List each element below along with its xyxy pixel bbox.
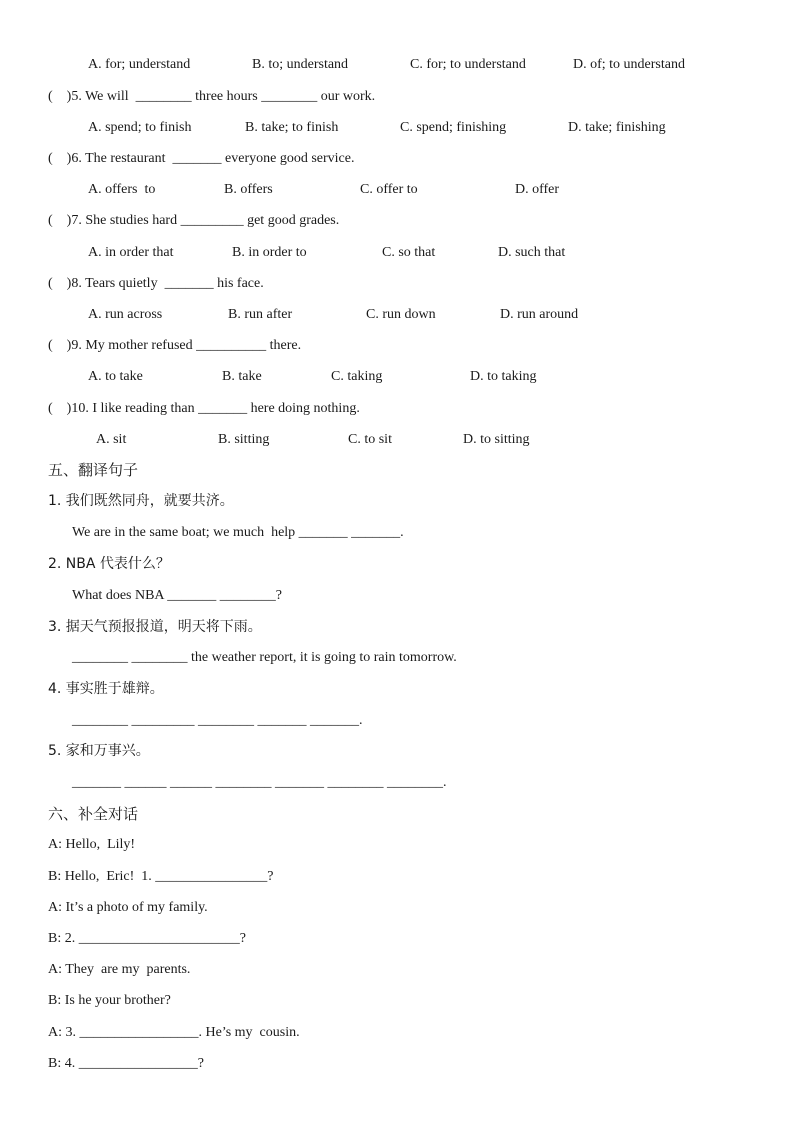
q5-option-a: A. spend; to finish	[88, 120, 192, 135]
translate-item-3-en: ________ ________ the weather report, it is going to rain tomorrow.	[72, 650, 457, 665]
q6-stem: ( )6. The restaurant _______ everyone good service.	[48, 151, 355, 166]
q7-option-c: C. so that	[382, 245, 436, 260]
q7-option-a: A. in order that	[88, 245, 174, 260]
q10-option-b: B. sitting	[218, 432, 270, 447]
translate-item-1-en: We are in the same boat; we much help _______ _______.	[72, 525, 404, 540]
q9-option-d: D. to taking	[470, 369, 537, 384]
q7-stem: ( )7. She studies hard _________ get good grades.	[48, 213, 340, 228]
q10-option-d: D. to sitting	[463, 432, 530, 447]
dialogue-line-5: A: They are my parents.	[48, 962, 191, 977]
q6-option-d: D. offer	[515, 182, 560, 197]
q4-option-d: D. of; to understand	[573, 57, 685, 72]
q5-option-b: B. take; to finish	[245, 120, 339, 135]
q4-option-b: B. to; understand	[252, 57, 349, 72]
q9-option-b: B. take	[222, 369, 262, 384]
translate-item-2-zh: 2. NBA 代表什么？	[48, 556, 170, 572]
q7-option-b: B. in order to	[232, 245, 307, 260]
section-dialogue-heading: 六、补全对话	[48, 805, 139, 823]
q4-option-c: C. for; to understand	[410, 57, 526, 72]
translate-item-3-zh: 3. 据天气预报报道，明天将下雨。	[48, 619, 262, 635]
dialogue-line-4: B: 2. _______________________?	[48, 931, 246, 946]
q6-option-b: B. offers	[224, 182, 273, 197]
q10-option-c: C. to sit	[348, 432, 392, 447]
q5-stem: ( )5. We will ________ three hours ________ our work.	[48, 89, 376, 104]
q9-option-a: A. to take	[88, 369, 143, 384]
q5-option-c: C. spend; finishing	[400, 120, 507, 135]
q9-option-c: C. taking	[331, 369, 383, 384]
q8-stem: ( )8. Tears quietly _______ his face.	[48, 276, 264, 291]
dialogue-line-7: A: 3. _________________. He’s my cousin.	[48, 1025, 300, 1040]
translate-item-5-zh: 5. 家和万事兴。	[48, 743, 150, 759]
q6-option-a: A. offers to	[88, 182, 156, 197]
q7-option-d: D. such that	[498, 245, 566, 260]
translate-item-1-zh: 1. 我们既然同舟，就要共济。	[48, 493, 234, 509]
q5-option-d: D. take; finishing	[568, 120, 666, 135]
q10-stem: ( )10. I like reading than _______ here doing nothing.	[48, 401, 360, 416]
q8-option-a: A. run across	[88, 307, 163, 322]
q4-option-a: A. for; understand	[88, 57, 191, 72]
dialogue-line-6: B: Is he your brother?	[48, 993, 171, 1008]
section-translate-heading: 五、翻译句子	[48, 461, 139, 479]
q9-stem: ( )9. My mother refused __________ there.	[48, 338, 302, 353]
q10-option-a: A. sit	[96, 432, 127, 447]
dialogue-line-8: B: 4. _________________?	[48, 1056, 204, 1071]
dialogue-line-2: B: Hello, Eric! 1. ________________?	[48, 869, 274, 884]
translate-item-4-zh: 4. 事实胜于雄辩。	[48, 681, 164, 697]
q6-option-c: C. offer to	[360, 182, 418, 197]
dialogue-line-3: A: It’s a photo of my family.	[48, 900, 208, 915]
translate-item-4-en: ________ _________ ________ _______ _______.	[72, 713, 363, 728]
dialogue-line-1: A: Hello, Lily!	[48, 837, 136, 852]
translate-item-5-en: _______ ______ ______ ________ _______ ________ ________.	[72, 775, 447, 790]
q8-option-c: C. run down	[366, 307, 436, 322]
translate-item-2-en: What does NBA _______ ________?	[72, 588, 282, 603]
q8-option-d: D. run around	[500, 307, 579, 322]
q8-option-b: B. run after	[228, 307, 293, 322]
